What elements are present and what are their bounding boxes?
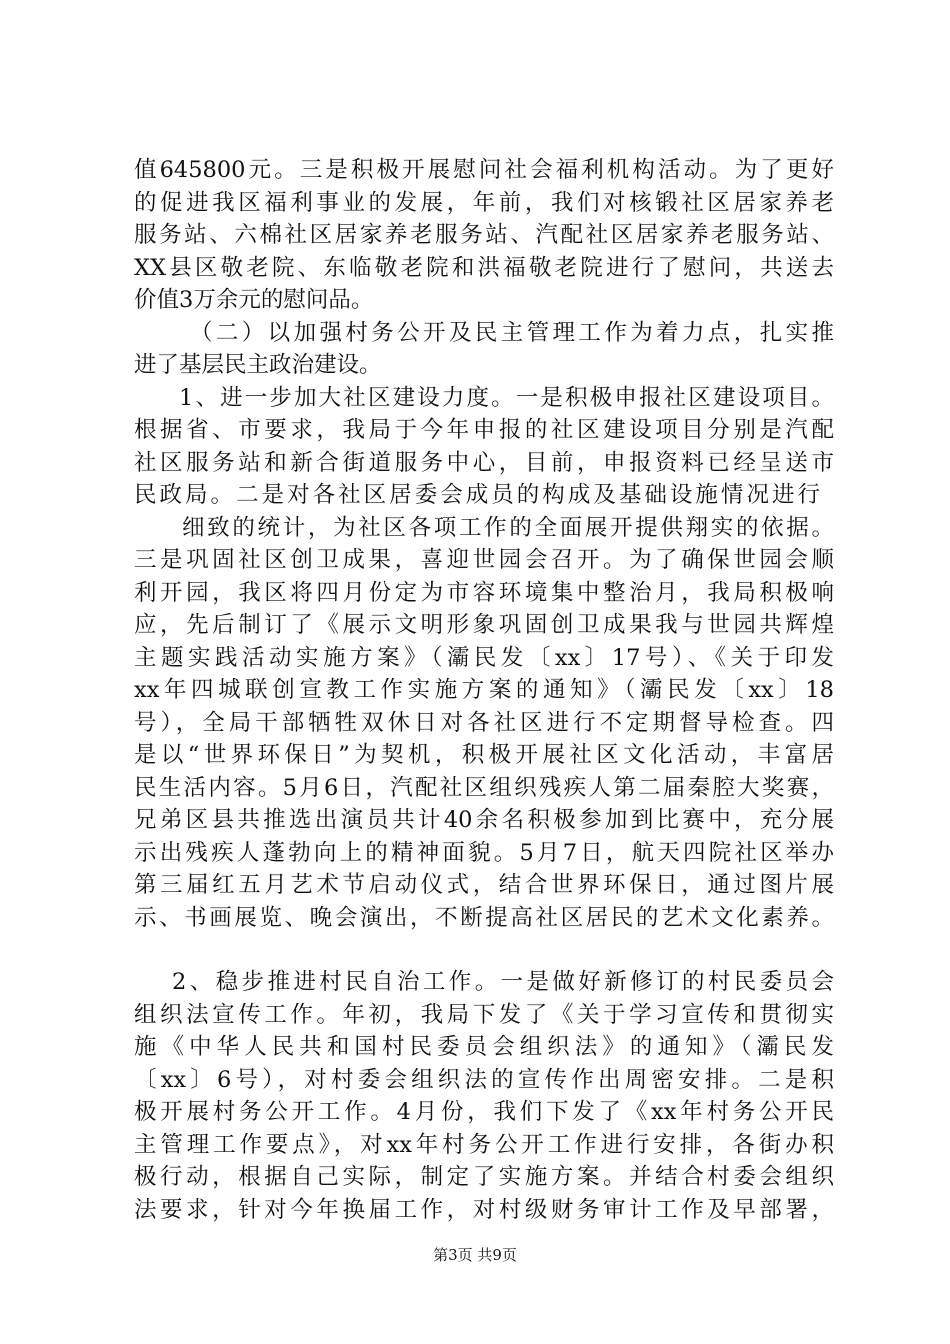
text-line: 2、稳步推进村民自治工作。一是做好新修订的村民委员会 [172,969,834,995]
text-line: 〔xx〕6号），对村委会组织法的宣传作出周密安排。二是积 [134,1066,834,1093]
text-line: 服务站、六棉社区居家养老服务站、汽配社区居家养老服务站、 [134,222,834,248]
page-footer [0,1245,950,1265]
paragraph-gap [134,934,834,966]
text-line: 利开园，我区将四月份定为市容环境集中整治月，我局积极响 [134,579,834,606]
text-line: 细致的统计，为社区各项工作的全面展开提供翔实的依据。 [182,514,834,541]
text-line: 法要求，针对今年换届工作，对村级财务审计工作及早部署， [134,1196,834,1223]
document-body [134,154,834,1226]
text-line: 极行动，根据自己实际，制定了实施方案。并结合村委会组织 [134,1164,834,1190]
text-line: 社区服务站和新合街道服务中心，目前，申报资料已经呈送市 [134,449,834,476]
text-line: 是以“世界环保日”为契机，积极开展社区文化活动，丰富居 [134,742,834,768]
text-line: 施《中华人民共和国村民委员会组织法》的通知》（灞民发 [134,1034,834,1060]
text-line: 的促进我区福利事业的发展，年前，我们对核锻社区居家养老 [134,189,834,216]
text-line: 民生活内容。5月6日，汽配社区组织残疾人第二届秦腔大奖赛， [134,774,834,801]
text-line: 根据省、市要求，我局于今年申报的社区建设项目分别是汽配 [134,417,834,443]
text-line: 兄弟区县共推选出演员共计40余名积极参加到比赛中，充分展 [134,807,834,833]
text-line: 值645800元。三是积极开展慰问社会福利机构活动。为了更好 [134,157,834,183]
text-line: 第三届红五月艺术节启动仪式，结合世界环保日，通过图片展 [134,872,834,898]
section-heading-line: （二）以加强村务公开及民主管理工作为着力点，扎实推 [190,319,834,346]
text-line: 三是巩固社区创卫成果，喜迎世园会召开。为了确保世园会顺 [134,547,834,573]
text-line: 应，先后制订了《展示文明形象巩固创卫成果我与世园共辉煌 [134,612,834,638]
page-number: 第3页 共9页 [433,1246,517,1264]
text-line: 民政局。二是对各社区居委会成员的构成及基础设施情况进行 [134,482,820,508]
text-line: 1、进一步加大社区建设力度。一是积极申报社区建设项目。 [179,384,834,411]
text-line: 示、书画展览、晚会演出，不断提高社区居民的艺术文化素养。 [134,904,834,931]
text-line: 主题实践活动实施方案》（灞民发〔xx〕17号）、《关于印发 [134,644,834,671]
text-line: 极开展村务公开工作。4月份，我们下发了《xx年村务公开民 [134,1099,834,1125]
text-line: 号），全局干部牺牲双休日对各社区进行不定期督导检查。四 [134,709,834,736]
text-line: 组织法宣传工作。年初，我局下发了《关于学习宣传和贯彻实 [134,1001,834,1028]
text-line: xx年四城联创宣教工作实施方案的通知》（灞民发〔xx〕18 [134,677,834,703]
text-line: 价值3万余元的慰问品。 [134,287,374,313]
text-line: XX县区敬老院、东临敬老院和洪福敬老院进行了慰问，共送去 [134,254,834,281]
section-heading-line: 进了基层民主政治建设。 [134,352,382,378]
text-line: 示出残疾人蓬勃向上的精神面貌。5月7日，航天四院社区举办 [134,839,834,866]
text-line: 主管理工作要点》，对xx年村务公开工作进行安排，各街办积 [134,1131,834,1158]
